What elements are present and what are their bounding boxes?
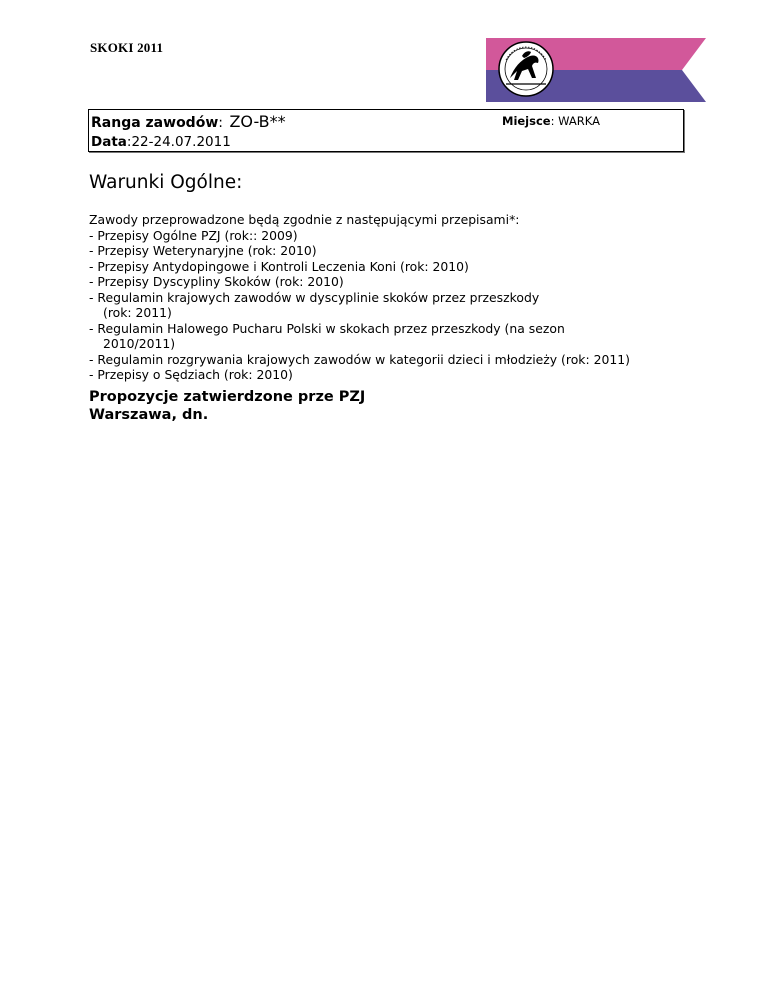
- rule-item: [89, 367, 630, 383]
- rule-item: [89, 259, 630, 275]
- place-line: Miejsce: WARKA: [502, 114, 600, 128]
- rule-item: [89, 290, 630, 321]
- date-label: Data: [91, 134, 127, 150]
- approval-location-date: Warszawa, dn.: [89, 407, 209, 423]
- rules-list: [89, 228, 630, 383]
- rule-text: - Przepisy Antydopingowe i Kontroli Leczenia Koni (rok: 2010): [89, 258, 469, 274]
- rule-text: - Regulamin rozgrywania krajowych zawodów w kategorii dzieci i młodzieży (rok: 2011): [89, 351, 630, 367]
- place-value: WARKA: [558, 114, 600, 128]
- rule-text: - Przepisy Weterynaryjne (rok: 2010): [89, 243, 317, 258]
- rule-item: [89, 243, 630, 259]
- rule-text: - Regulamin krajowych zawodów w dyscyplinie skoków przez przeszkody: [89, 289, 540, 305]
- place-label: Miejsce: [502, 114, 551, 128]
- rule-text: - Przepisy o Sędziach (rok: 2010): [89, 367, 293, 382]
- rules-intro: Zawody przeprowadzone będą zgodnie z następującymi przepisami*:: [89, 212, 520, 227]
- date-line: Data:22-24.07.2011: [91, 134, 231, 150]
- info-box: [88, 109, 684, 152]
- rule-item: [89, 352, 630, 368]
- rule-text: - Przepisy Dyscypliny Skoków (rok: 2010): [89, 274, 344, 289]
- rule-text: - Regulamin Halowego Pucharu Polski w skokach przez przeszkody (na sezon: [89, 320, 565, 336]
- pzj-emblem-icon: [499, 42, 553, 96]
- rank-value: ZO-B**: [229, 112, 286, 131]
- pzj-flag-logo: [486, 38, 706, 102]
- rule-text-continued: 2010/2011): [103, 336, 176, 351]
- rule-text: - Przepisy Ogólne PZJ (rok:: 2009): [89, 227, 298, 243]
- section-title: Warunki Ogólne:: [89, 172, 243, 193]
- approval-block: [89, 388, 365, 424]
- rule-item: [89, 321, 630, 352]
- rule-item: [89, 274, 630, 290]
- rank-label: Ranga zawodów: [91, 115, 219, 131]
- rank-line: Ranga zawodów: ZO-B**: [91, 112, 286, 131]
- approval-text: Propozycje zatwierdzone prze PZJ: [89, 389, 366, 405]
- date-value: 22-24.07.2011: [131, 134, 231, 150]
- rule-text-continued: (rok: 2011): [103, 305, 172, 320]
- rules-section: [89, 212, 630, 383]
- rule-item: [89, 228, 630, 244]
- header-title: SKOKI 2011: [90, 40, 164, 55]
